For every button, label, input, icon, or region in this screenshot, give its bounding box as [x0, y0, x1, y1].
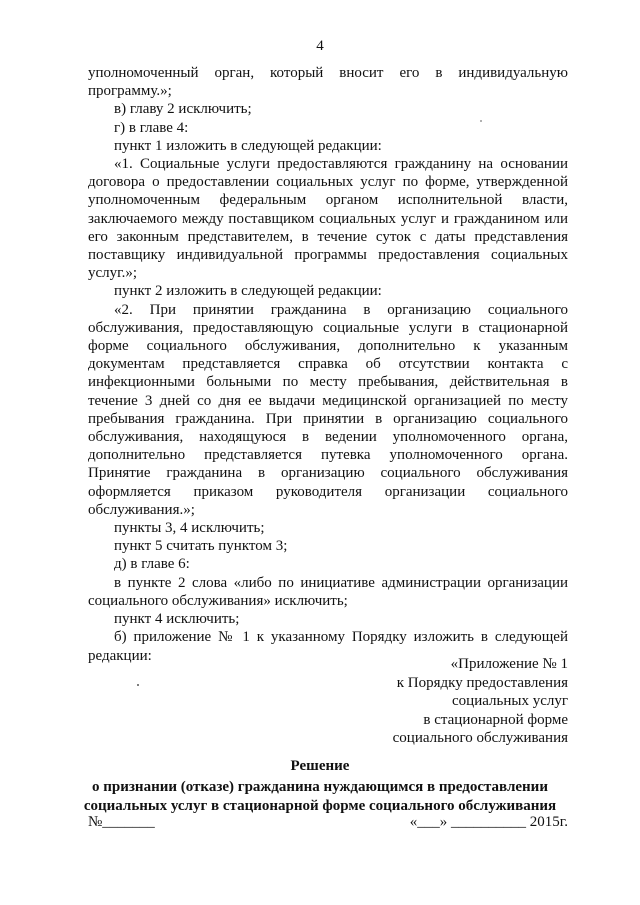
paragraph: в пункте 2 слова «либо по инициативе администрации организации социального обслуживания» исключить;: [88, 574, 568, 609]
appendix-line: «Приложение № 1: [450, 656, 568, 672]
decision-number-date-line: [88, 814, 568, 834]
appendix-line: социальных услуг: [452, 693, 568, 709]
paragraph: «1. Социальные услуги предоставляются гражданину на основании договора о предоставлении социальных услуг по форме, утвержденной уполномоченным федеральным органом исполнительной власти, заключаемого между поставщиком социальных услуг и гражданином или его законным представителем, в течение суток с даты представления поставщику индивидуальной программы предоставления социальных услуг.»;: [88, 156, 568, 282]
appendix-line: в стационарной форме: [423, 711, 568, 728]
paragraph: «2. При принятии гражданина в организацию социального обслуживания, предоставляющую социальные услуги в стационарной форме социального обслуживания, дополнительно к указанным документам представляется справка об отсутствии контакта с инфекционными больными по месту пребывания, действительная в течение 3 дней со дня ее выдачи медицинской организацией по месту пребывания гражданина. При принятии в организацию социального обслуживания, находящуюся в ведении уполномоченного органа, дополнительно представляется путевка уполномоченного органа. Принятие гражданина в организацию социального обслуживания оформляется приказом руководителя организации социального обслуживания.»;: [88, 301, 568, 518]
decision-subtitle-line: о признании (отказе) гражданина нуждающимся в предоставлении: [92, 779, 548, 795]
paragraph: в) главу 2 исключить;: [114, 101, 252, 118]
decision-date: «___» __________ 2015г.: [409, 814, 568, 830]
paragraph: б) приложение № 1 к указанному Порядку изложить в следующей редакции:: [88, 629, 568, 664]
paragraph: пункт 4 исключить;: [114, 611, 240, 628]
paragraph: уполномоченный орган, который вносит его в индивидуальную программу.»;: [88, 65, 568, 100]
paragraph: г) в главе 4:: [114, 119, 189, 136]
appendix-heading: [308, 655, 568, 748]
decision-title: Решение: [290, 758, 350, 774]
scan-speck: [137, 684, 139, 686]
appendix-line: к Порядку предоставления: [396, 674, 568, 691]
paragraph: пункт 1 изложить в следующей редакции:: [114, 137, 382, 154]
decision-subtitle-line: социальных услуг в стационарной форме социального обслуживания: [83, 797, 557, 814]
decision-subtitle: [60, 778, 580, 815]
paragraph: пункты 3, 4 исключить;: [114, 520, 265, 537]
decision-number: №_______: [88, 814, 155, 830]
appendix-line: социального обслуживания: [392, 730, 568, 746]
paragraph: пункт 5 считать пунктом 3;: [114, 538, 288, 555]
paragraph: пункт 2 изложить в следующей редакции:: [114, 283, 382, 300]
page-number: 4: [316, 38, 324, 54]
document-body: [88, 64, 568, 665]
paragraph: д) в главе 6:: [114, 556, 190, 573]
